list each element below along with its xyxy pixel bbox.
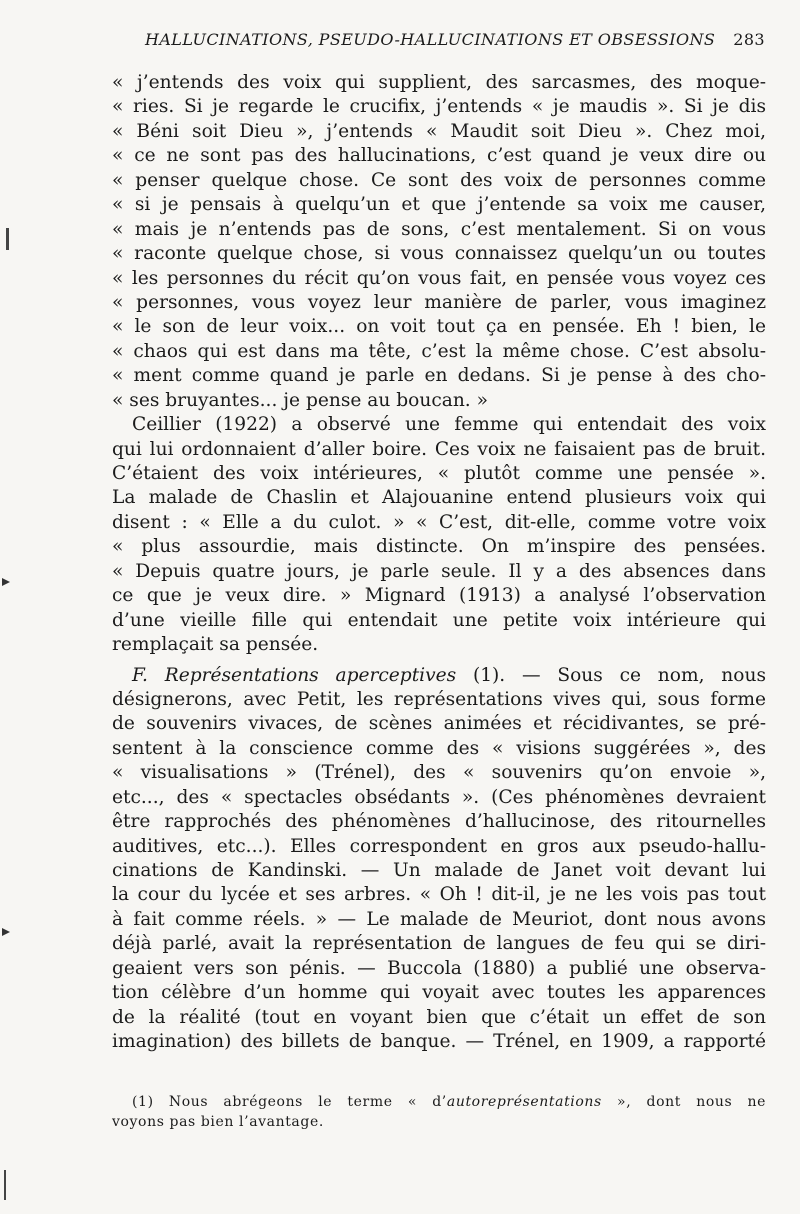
footnote-suffix: », dont nous ne [601,1094,766,1110]
text-line: La malade de Chaslin et Alajouanine entend plusieurs voix qui [112,487,766,509]
text-line: « j’entends des voix qui supplient, des sarcasmes, des moque- [112,72,766,93]
footnote-line [112,1092,766,1112]
text-line: désignerons, avec Petit, les représentations vives qui, sous forme [112,688,766,710]
text-line: qui lui ordonnaient d’aller boire. Ces voix ne faisaient pas de bruit. [112,438,766,460]
text-line: « penser quelque chose. Ce sont des voix de personnes comme [112,169,766,191]
text-line: d’une vieille fille qui entendait une petite voix intérieure qui [112,609,766,631]
text-line: « ses bruyantes... je pense au boucan. » [112,389,489,411]
text-line: imagination) des billets de banque. — Trénel, en 1909, a rapporté [112,1031,766,1053]
text-line: Ceillier (1922) a observé une femme qui entendait des voix [132,414,766,436]
text-line: être rapprochés des phénomènes d’hallucinose, des ritournelles [112,811,766,833]
margin-mark [4,1170,6,1200]
text-line: « personnes, vous voyez leur manière de parler, vous imaginez [112,291,766,313]
text-line: « les personnes du récit qu’on vous fait, en pensée vous voyez ces [112,267,766,289]
margin-mark [6,228,9,250]
section-heading: F. Représentations aperceptives [132,664,457,686]
text-line: « visualisations » (Trénel), des « souvenirs qu’on envoie », [112,762,766,784]
text-line: geaient vers son pénis. — Buccola (1880) a publié une observa- [112,957,766,979]
text-line: ce que je veux dire. » Mignard (1913) a analysé l’observation [112,585,766,607]
running-header [145,30,765,52]
footnote-italic-term: autoreprésentations [446,1094,602,1110]
footnote-prefix: (1) Nous abrégeons le terme « d’ [132,1094,447,1110]
text-line: tion célèbre d’un homme qui voyait avec toutes les apparences [112,982,766,1004]
margin-arrow-mark [2,928,10,936]
text-line: « plus assourdie, mais distincte. On m’inspire des pensées. [112,536,766,558]
text-line: remplaçait sa pensée. [112,634,319,656]
text-line: « si je pensais à quelqu’un et que j’entende sa voix me causer, [112,194,766,216]
body-text [112,71,766,1055]
text-line: « Béni soit Dieu », j’entends « Maudit soit Dieu ». Chez moi, [112,120,766,142]
margin-arrow-mark [2,578,10,586]
footnote [112,1092,766,1132]
text-line: la cour du lycée et ses arbres. « Oh ! dit-il, je ne les vois pas tout [112,884,766,906]
text-line: etc..., des « spectacles obsédants ». (Ces phénomènes devraient [112,786,766,808]
text-line: de la réalité (tout en voyant bien que c’était un effet de son [112,1006,766,1028]
text-line: « raconte quelque chose, si vous connaissez quelqu’un ou toutes [112,243,766,265]
text-line: à fait comme réels. » — Le malade de Meuriot, dont nous avons [112,908,766,930]
text-line: « le son de leur voix... on voit tout ça en pensée. Eh ! bien, le [112,316,766,338]
text-line: cinations de Kandinski. — Un malade de Janet voit devant lui [112,860,766,881]
text-line: « mais je n’entends pas de sons, c’est mentalement. Si on vous [112,218,766,240]
text-line: « chaos qui est dans ma tête, c’est la même chose. C’est absolu- [112,340,766,362]
running-title: HALLUCINATIONS, PSEUDO-HALLUCINATIONS ET OBSESSIONS [145,30,716,49]
text-line: disent : « Elle a du culot. » « C’est, dit-elle, comme votre voix [112,511,766,533]
section-heading-rest: (1). — Sous ce nom, nous [456,664,766,686]
text-line: C’étaient des voix intérieures, « plutôt comme une pensée ». [112,463,766,484]
text-line: « ries. Si je regarde le crucifix, j’entends « je maudis ». Si je dis [112,96,766,118]
text-line: de souvenirs vivaces, de scènes animées et récidivantes, se pré- [112,713,766,735]
text-line: sentent à la conscience comme des « visions suggérées », des [112,737,766,759]
text-line: déjà parlé, avait la représentation de langues de feu qui se diri- [112,933,766,955]
text-line: auditives, etc...). Elles correspondent en gros aux pseudo-hallu- [112,835,766,857]
section-heading-line [112,664,766,688]
page-number: 283 [733,30,765,49]
text-line: « ce ne sont pas des hallucinations, c’est quand je veux dire ou [112,145,766,167]
text-line: « ment comme quand je parle en dedans. Si je pense à des cho- [112,365,766,387]
text-line: « Depuis quatre jours, je parle seule. Il y a des absences dans [112,560,766,582]
footnote-line: voyons pas bien l’avantage. [112,1114,324,1130]
